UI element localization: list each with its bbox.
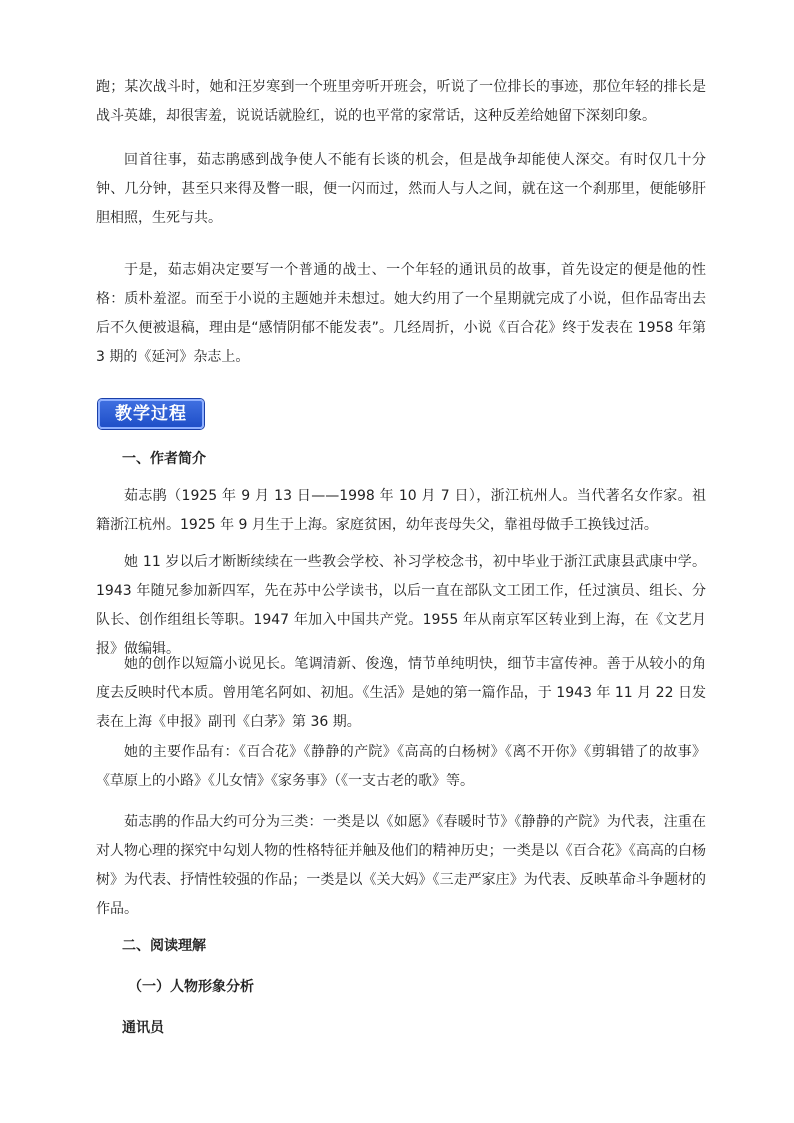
subsection-heading-character: （一）人物形象分析	[128, 979, 254, 995]
section-heading-reading: 二、阅读理解	[122, 938, 206, 954]
intro-paragraph-2: 回首往事，茹志鹃感到战争使人不能有长谈的机会，但是战争却能使人深交。有时仅几十分钟、几分钟，甚至只来得及瞥一眼，便一闪而过，然而人与人之间，就在这一个刹那里，便能够肝胆相照，生死与共。	[96, 152, 706, 226]
author-paragraph-4: 她的主要作品有：《百合花》《静静的产院》《高高的白杨树》《离不开你》《剪辑错了的故事》《草原上的小路》《儿女情》《家务事》（《一支古老的歌》等。	[96, 744, 706, 789]
author-paragraph-2: 她 11 岁以后才断断续续在一些教会学校、补习学校念书，初中毕业于浙江武康县武康中学。1943 年随兄参加新四军，先在苏中公学读书，以后一直在部队文工团工作，任过演员、组长、分队长、创作组组长等职。1947 年加入中国共产党。1955 年从南京军区转业到上海，在《文艺月报》做编辑。	[96, 554, 706, 657]
author-paragraph-5: 茹志鹃的作品大约可分为三类：一类是以《如愿》《春暖时节》《静静的产院》为代表，注重在对人物心理的探究中勾划人物的性格特征并触及他们的精神历史；一类是以《百合花》《高高的白杨树》为代表、抒情性较强的作品；一类是以《关大妈》《三走严家庄》为代表、反映革命斗争题材的作品。	[96, 814, 706, 917]
subsubsection-heading-messenger: 通讯员	[122, 1020, 164, 1036]
author-paragraph-1: 茹志鹃（1925 年 9 月 13 日——1998 年 10 月 7 日），浙江杭州人。当代著名女作家。祖籍浙江杭州。1925 年 9 月生于上海。家庭贫困，幼年丧母失父，靠祖母做手工换钱过活。	[96, 488, 706, 533]
intro-paragraph-1: 跑；某次战斗时，她和汪岁寒到一个班里旁听开班会，听说了一位排长的事迹，那位年轻的排长是战斗英雄，却很害羞，说说话就脸红，说的也平常的家常话，这种反差给她留下深刻印象。	[96, 79, 706, 124]
section-heading-author-intro: 一、作者简介	[122, 451, 206, 467]
author-paragraph-3: 她的创作以短篇小说见长。笔调清新、俊逸，情节单纯明快，细节丰富传神。善于从较小的角度去反映时代本质。曾用笔名阿如、初旭。《生活》是她的第一篇作品，于 1943 年 11 月 22 日发表在上海《申报》副刊《白茅》第 36 期。	[96, 656, 706, 730]
intro-paragraph-3: 于是，茹志娟决定要写一个普通的战士、一个年轻的通讯员的故事，首先设定的便是他的性格：质朴羞涩。而至于小说的主题她并未想过。她大约用了一个星期就完成了小说，但作品寄出去后不久便被退稿，理由是“感情阴郁不能发表”。几经周折，小说《百合花》终于发表在 1958 年第 3 期的《延河》杂志上。	[96, 262, 706, 365]
teaching-process-badge: 教学过程	[98, 399, 204, 429]
